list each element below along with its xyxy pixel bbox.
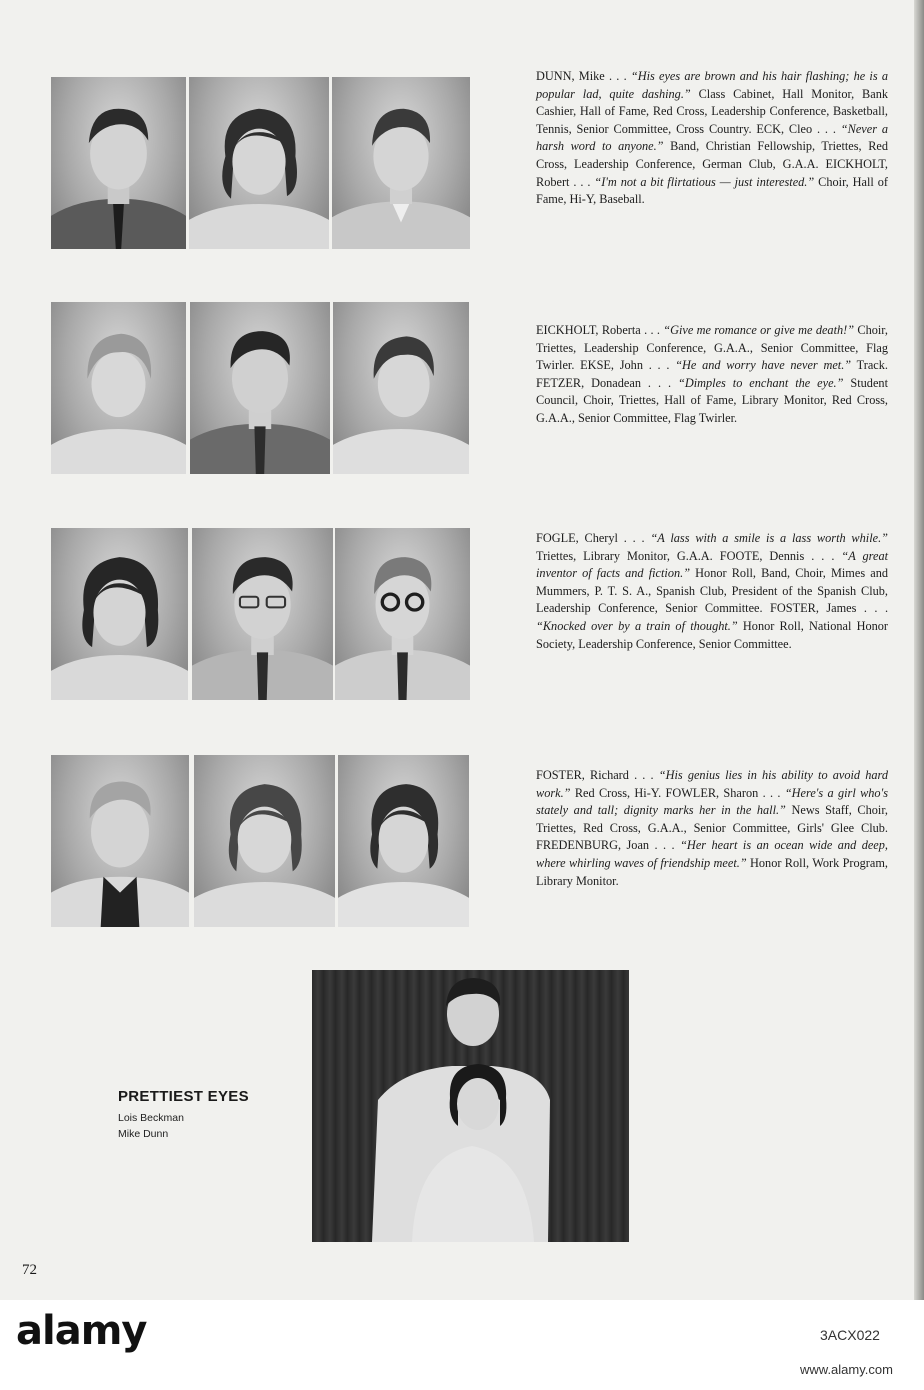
bio-activities: Track. (856, 358, 888, 373)
portrait-dunn-mike (51, 77, 186, 249)
bio-activities: Triettes, Library Monitor, G.A.A. (536, 548, 713, 563)
bio-name: EICKHOLT, Roberta (536, 323, 641, 337)
bio-name: EKSE, John (580, 358, 643, 373)
image-id: 3ACX022 (820, 1327, 880, 1343)
bio-quote: “Never a harsh word to anyone.” (536, 121, 888, 154)
portrait-ekse-john (190, 302, 330, 474)
bio-name: FOOTE, Dennis (719, 548, 805, 563)
page-number: 72 (22, 1262, 37, 1278)
bio-quote: “His eyes are brown and his hair flashing; he is a popular lad, quite dashing.” (536, 69, 888, 101)
alamy-logo: alamy (16, 1308, 147, 1354)
bio-activities: Honor Roll, Band, Choir, Mimes and Mummers, P. T. S. A., Spanish Club, President of the Spanish Club, Leadership Conference, Senior Committee. (536, 566, 888, 616)
bio-group-1: DUNN, Mike . . . “His eyes are brown and his hair flashing; he is a popular lad, quite dashing.” Class Cabinet, Hall Monitor, Bank Cashier, Hall of Fame, Red Cross, Leadership Conference, Basketball, Tennis, Senior Committee, Cross Country. ECK, Cleo . . . “Never a harsh word to anyone.” Band, Christian Fellowship, Triettes, Red Cross, Leadership Conference, German Club, G.A.A. EICKHOLT, Robert . . . “I'm not a bit flirtatious — just interested.” Choir, Hall of Fame, Hi-Y, Baseball. (536, 69, 889, 207)
bio-quote: “Give me romance or give me death!” (663, 323, 855, 337)
award-photo (312, 970, 629, 1242)
bio-quote: “Her heart is an ocean wide and deep, where whirling waves of friendship meet.” (536, 838, 888, 870)
bio-name: FOSTER, James (770, 601, 857, 616)
bio-quote: “He and worry have never met.” (675, 358, 852, 373)
bio-name: FETZER, Donadean (536, 375, 641, 390)
portrait-eickholt-robert (332, 77, 470, 249)
award-name: Lois Beckman (118, 1112, 184, 1124)
bio-quote: “Here's a girl who's stately and tall; dignity marks her in the hall.” (536, 785, 888, 818)
bio-group-3: FOGLE, Cheryl . . . “A lass with a smile is a lass worth while.” Triettes, Library Monitor, G.A.A. FOOTE, Dennis . . . “A great inventor of facts and fiction.” Honor Roll, Band, Choir, Mimes and Mummers, P. T. S. A., Spanish Club, President of the Spanish Club, Leadership Conference, Senior Committee. FOSTER, James . . . “Knocked over by a train of thought.” Honor Roll, National Honor Society, Leadership Conference, Senior Committee. (536, 531, 889, 651)
bio-name: FOWLER, Sharon (665, 785, 759, 800)
bio-activities: Choir, Hall of Fame, Hi-Y, Baseball. (536, 174, 888, 207)
bio-activities: Class Cabinet, Hall Monitor, Bank Cashier, Hall of Fame, Red Cross, Leadership Conference, Basketball, Tennis, Senior Committee, Cross Country. (536, 86, 888, 136)
portrait-eickholt-roberta (51, 302, 186, 474)
bio-activities: Honor Roll, National Honor Society, Leadership Conference, Senior Committee. (536, 618, 888, 651)
portrait-fredenburg-joan (338, 755, 469, 927)
bio-activities: Red Cross, Hi-Y. (574, 785, 662, 800)
portrait-foote-dennis (192, 528, 333, 700)
portrait-foster-james (335, 528, 470, 700)
award-title: PRETTIEST EYES (118, 1088, 249, 1105)
bio-quote: “His genius lies in his ability to avoid hard work.” (536, 768, 888, 800)
site-url: www.alamy.com (800, 1362, 893, 1377)
portrait-fogle-cheryl (51, 528, 188, 700)
bio-name: ECK, Cleo (756, 121, 813, 136)
bio-name: FOSTER, Richard (536, 768, 629, 782)
bio-name: FREDENBURG, Joan (536, 838, 650, 853)
portrait-fowler-sharon (194, 755, 335, 927)
bio-name: EICKHOLT, Robert (536, 156, 889, 189)
bio-activities: Band, Christian Fellowship, Triettes, Red Cross, Leadership Conference, German Club, G.A.A. (536, 139, 889, 171)
bio-name: FOGLE, Cheryl (536, 531, 618, 545)
bio-quote: “A great inventor of facts and fiction.” (536, 548, 889, 581)
bio-activities: Student Council, Choir, Triettes, Hall of Fame, Library Monitor, Red Cross, G.A.A., Senior Committee, Flag Twirler. (536, 375, 888, 425)
bio-name: DUNN, Mike (536, 69, 605, 83)
portrait-eck-cleo (189, 77, 329, 249)
bio-quote: “Knocked over by a train of thought.” (536, 618, 738, 633)
bio-quote: “I'm not a bit flirtatious — just interested.” (594, 174, 815, 189)
bio-group-4: FOSTER, Richard . . . “His genius lies in his ability to avoid hard work.” Red Cross, Hi-Y. FOWLER, Sharon . . . “Here's a girl who's stately and tall; dignity marks her in the hall.” News Staff, Choir, Triettes, Red Cross, G.A.A., Senior Committee, Girls' Glee Club. FREDENBURG, Joan . . . “Her heart is an ocean wide and deep, where whirling waves of friendship meet.” Honor Roll, Work Program, Library Monitor. (536, 768, 889, 888)
bio-activities: Honor Roll, Work Program, Library Monitor. (536, 855, 888, 888)
bio-activities: News Staff, Choir, Triettes, Red Cross, G.A.A., Senior Committee, Girls' Glee Club. (536, 803, 889, 835)
bio-quote: “Dimples to enchant the eye.” (678, 375, 844, 390)
award-name: Mike Dunn (118, 1128, 169, 1140)
portrait-foster-richard (51, 755, 189, 927)
bio-quote: “A lass with a smile is a lass worth while.” (650, 531, 888, 545)
bio-group-2: EICKHOLT, Roberta . . . “Give me romance or give me death!” Choir, Triettes, Leadership Conference, G.A.A., Senior Committee, Flag Twirler. EKSE, John . . . “He and worry have never met.” Track. FETZER, Donadean . . . “Dimples to enchant the eye.” Student Council, Choir, Triettes, Hall of Fame, Library Monitor, Red Cross, G.A.A., Senior Committee, Flag Twirler. (536, 323, 888, 425)
page-edge (914, 0, 924, 1300)
bio-activities: Choir, Triettes, Leadership Conference, G.A.A., Senior Committee, Flag Twirler. (536, 323, 888, 373)
portrait-fetzer-donadean (333, 302, 469, 474)
